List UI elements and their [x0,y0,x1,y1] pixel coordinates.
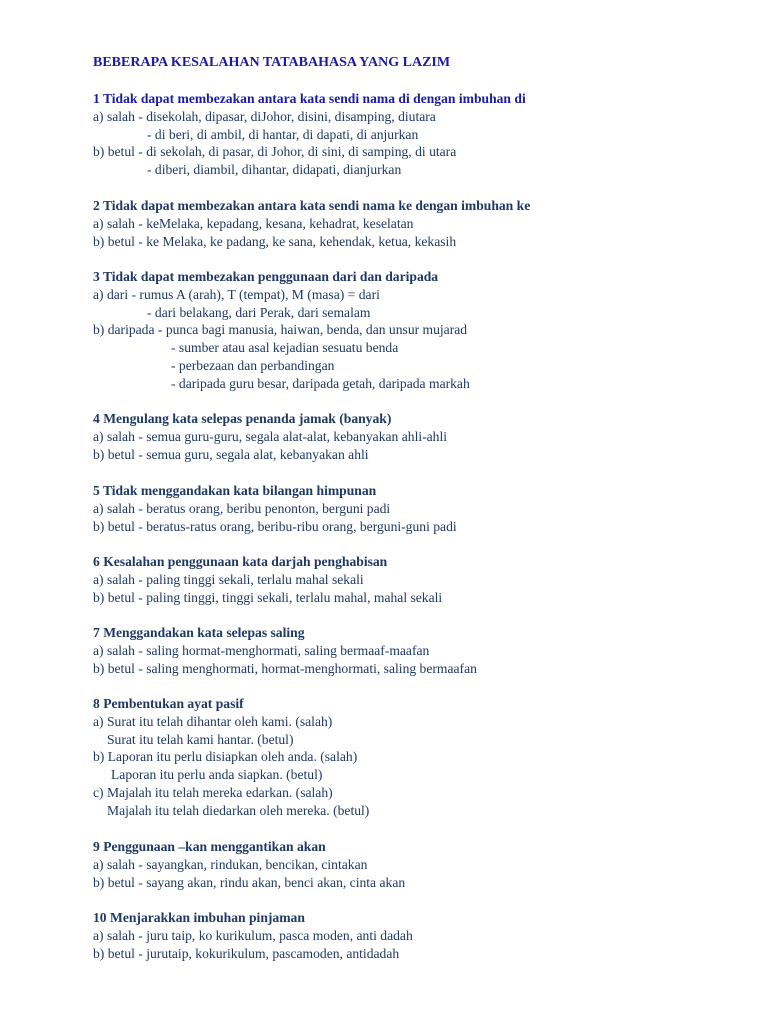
section-2 [93,197,530,250]
section-line: b) betul - di sekolah, di pasar, di Johor, di sini, di samping, di utara [93,144,457,160]
section-4 [93,410,447,463]
section-line: Laporan itu perlu anda siapkan. (betul) [111,767,323,783]
section-line: b) Laporan itu perlu disiapkan oleh anda. (salah) [93,749,358,765]
section-line: a) salah - paling tinggi sekali, terlalu mahal sekali [93,571,364,587]
section-heading: 3 Tidak dapat membezakan penggunaan dari dan daripada [93,269,439,284]
section-heading: 8 Pembentukan ayat pasif [93,696,244,711]
section-heading: 1 Tidak dapat membezakan antara kata sendi nama di dengan imbuhan di [93,91,526,106]
section-8 [93,695,369,820]
section-line: b) betul - beratus-ratus orang, beribu-ribu orang, berguni-guni padi [93,518,457,534]
section-line: - daripada guru besar, daripada getah, daripada markah [171,375,470,391]
section-line: a) salah - saling hormat-menghormati, saling bermaaf-maafan [93,642,430,658]
section-heading: 7 Menggandakan kata selepas saling [93,625,305,640]
section-line: - di beri, di ambil, di hantar, di dapati, di anjurkan [147,126,419,142]
section-line: a) dari - rumus A (arah), T (tempat), M (masa) = dari [93,286,380,302]
section-heading: 5 Tidak menggandakan kata bilangan himpunan [93,483,377,498]
section-line: a) salah - semua guru-guru, segala alat-alat, kebanyakan ahli-ahli [93,428,448,444]
section-10 [93,909,413,962]
section-line: b) betul - sayang akan, rindu akan, benci akan, cinta akan [93,874,406,890]
section-line: a) salah - sayangkan, rindukan, bencikan, cintakan [93,856,368,872]
section-line: b) betul - ke Melaka, ke padang, ke sana, kehendak, ketua, kekasih [93,233,457,249]
section-line: b) betul - jurutaip, kokurikulum, pascamoden, antidadah [93,945,400,961]
section-line: a) salah - juru taip, ko kurikulum, pasca moden, anti dadah [93,927,413,943]
section-line: b) betul - semua guru, segala alat, kebanyakan ahli [93,446,369,462]
section-heading: 2 Tidak dapat membezakan antara kata sendi nama ke dengan imbuhan ke [93,198,531,213]
section-6 [93,553,442,606]
section-line: Majalah itu telah diedarkan oleh mereka. (betul) [107,802,370,818]
section-line: Surat itu telah kami hantar. (betul) [107,731,294,747]
section-line: b) betul - saling menghormati, hormat-menghormati, saling bermaafan [93,660,477,676]
section-7 [93,624,477,677]
section-line: b) betul - paling tinggi, tinggi sekali, terlalu mahal, mahal sekali [93,589,443,605]
section-line: - diberi, diambil, dihantar, didapati, dianjurkan [147,162,402,178]
section-5 [93,482,457,535]
section-3 [93,268,470,393]
section-line: - dari belakang, dari Perak, dari semalam [147,304,371,320]
section-line: - sumber atau asal kejadian sesuatu benda [171,340,399,356]
section-line: a) salah - keMelaka, kepadang, kesana, kehadrat, keselatan [93,215,414,231]
section-1 [93,90,526,179]
section-heading: 4 Mengulang kata selepas penanda jamak (banyak) [93,411,392,426]
section-9 [93,838,405,891]
document-title: BEBERAPA KESALAHAN TATABAHASA YANG LAZIM [93,55,451,70]
section-line: b) daripada - punca bagi manusia, haiwan, benda, dan unsur mujarad [93,322,468,338]
section-line: - perbezaan dan perbandingan [171,357,335,373]
section-heading: 9 Penggunaan –kan menggantikan akan [93,839,326,854]
section-line: a) salah - disekolah, dipasar, diJohor, disini, disamping, diutara [93,108,436,124]
section-heading: 10 Menjarakkan imbuhan pinjaman [93,910,305,925]
section-line: a) Surat itu telah dihantar oleh kami. (salah) [93,713,333,729]
section-line: a) salah - beratus orang, beribu penonton, berguni padi [93,500,391,516]
section-line: c) Majalah itu telah mereka edarkan. (salah) [93,784,333,800]
section-heading: 6 Kesalahan penggunaan kata darjah penghabisan [93,554,388,569]
